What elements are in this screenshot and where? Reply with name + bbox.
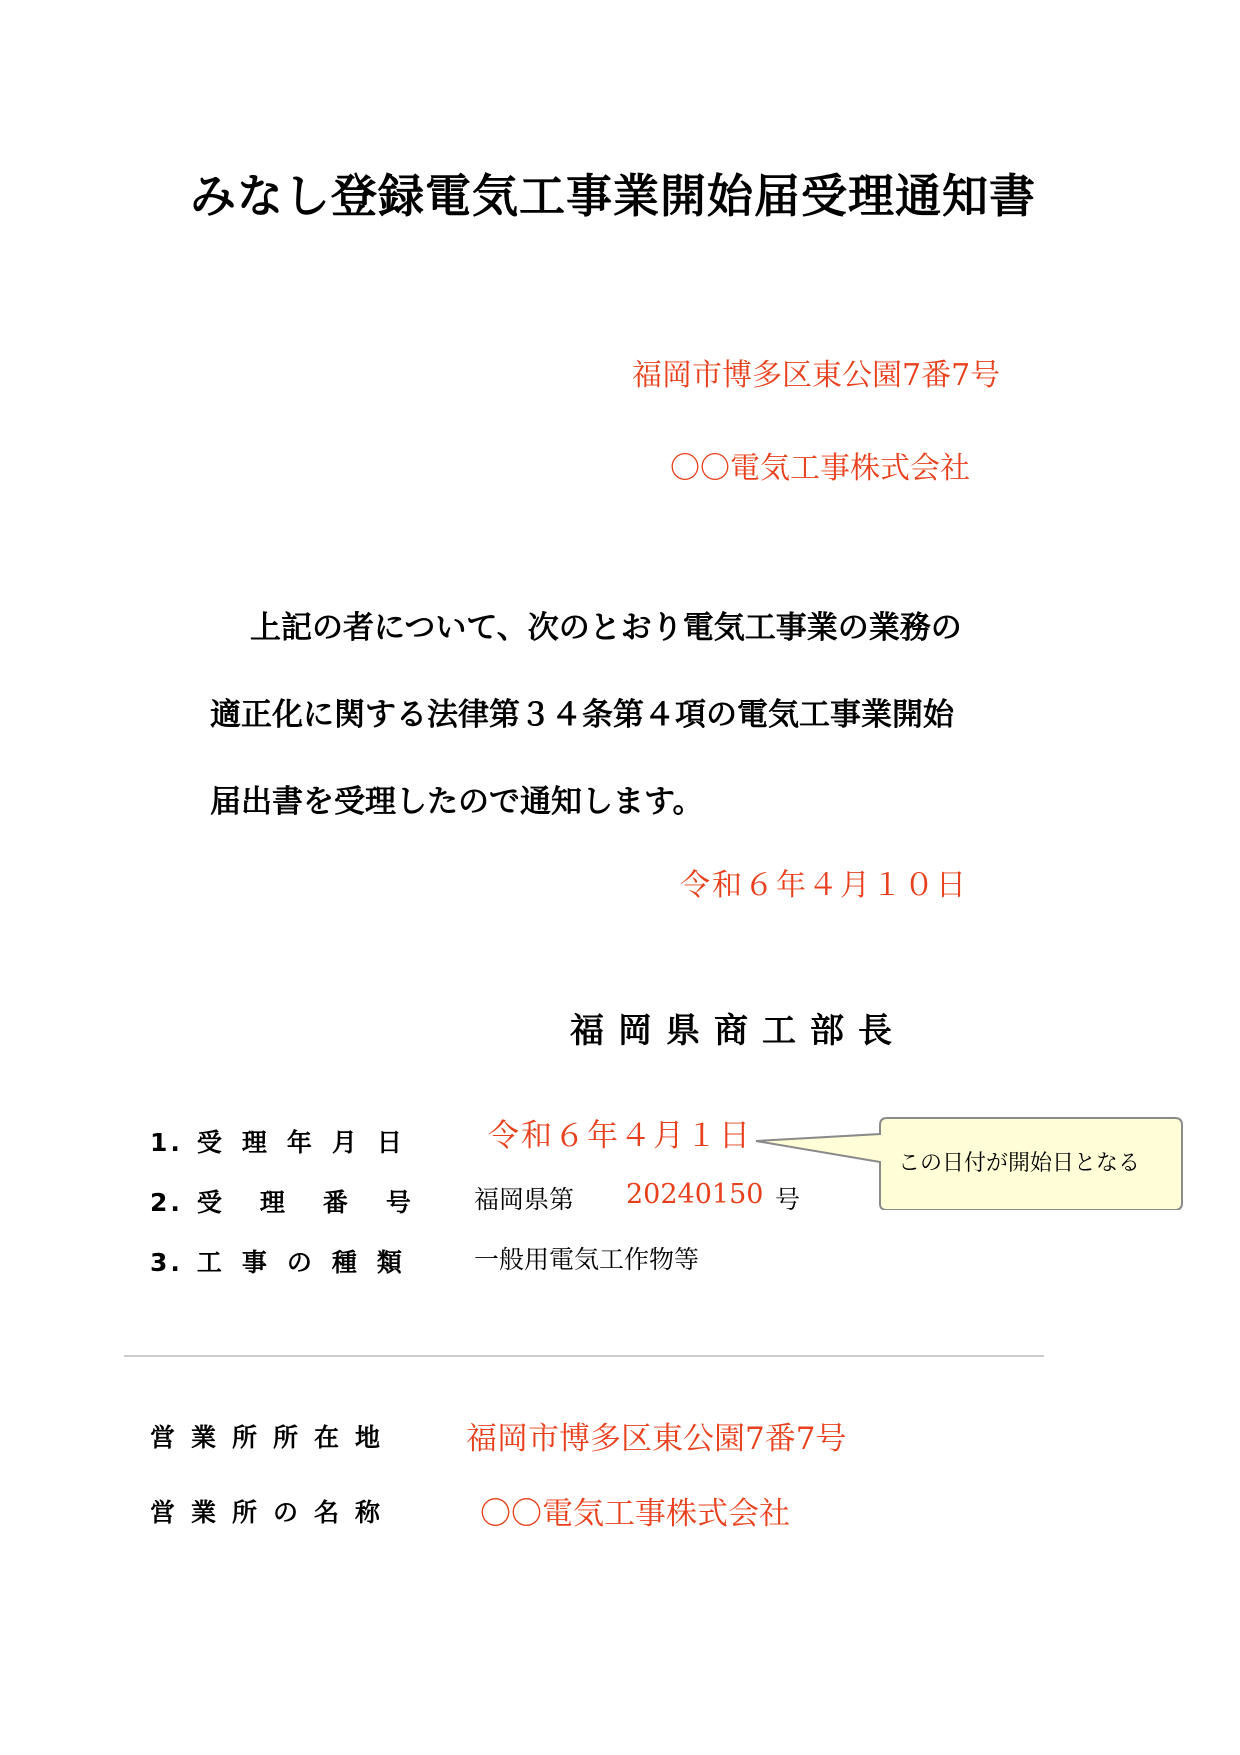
receipt-number-prefix: 福岡県第 bbox=[474, 1185, 575, 1214]
notice-body bbox=[210, 585, 1050, 846]
document-title: みなし登録電気工事業開始届受理通知書 bbox=[190, 169, 1036, 223]
body-line-3: 届出書を受理したので通知します。 bbox=[210, 784, 704, 820]
item-number: 2. bbox=[150, 1188, 183, 1217]
recipient-name: 〇〇電気工事株式会社 bbox=[670, 451, 970, 486]
receipt-number-suffix: 号 bbox=[775, 1185, 801, 1214]
section-divider bbox=[124, 1355, 1044, 1357]
item-receipt-date-label bbox=[150, 1123, 422, 1159]
recipient-address: 福岡市博多区東公園7番7号 bbox=[632, 358, 1001, 393]
office-location-value: 福岡市博多区東公園7番7号 bbox=[466, 1421, 847, 1457]
body-line-1: 上記の者について、次のとおり電気工事業の業務の bbox=[250, 610, 962, 646]
callout-text: この日付が開始日となる bbox=[898, 1151, 1141, 1176]
issuer-name: 福岡県商工部長 bbox=[570, 1011, 906, 1051]
office-location-label: 営業所所在地 bbox=[150, 1423, 397, 1452]
item-receipt-number-label bbox=[150, 1183, 449, 1219]
work-type-value: 一般用電気工作物等 bbox=[474, 1245, 700, 1274]
office-name-value: 〇〇電気工事株式会社 bbox=[480, 1496, 790, 1532]
callout-note bbox=[750, 1110, 1190, 1210]
receipt-number-value: 20240150 bbox=[626, 1179, 764, 1210]
item-label-text: 工事の種類 bbox=[196, 1248, 422, 1277]
item-work-type-label bbox=[150, 1243, 422, 1279]
receipt-date-value: 令和６年４月１日 bbox=[488, 1118, 752, 1154]
item-label-text: 受理番号 bbox=[196, 1188, 449, 1217]
issue-date: 令和６年４月１０日 bbox=[680, 868, 968, 903]
office-name-label: 営業所の名称 bbox=[150, 1498, 397, 1527]
body-line-2: 適正化に関する法律第３４条第４項の電気工事業開始 bbox=[210, 697, 954, 733]
item-number: 3. bbox=[150, 1248, 183, 1277]
item-number: 1. bbox=[150, 1128, 183, 1157]
item-label-text: 受理年月日 bbox=[196, 1128, 422, 1157]
